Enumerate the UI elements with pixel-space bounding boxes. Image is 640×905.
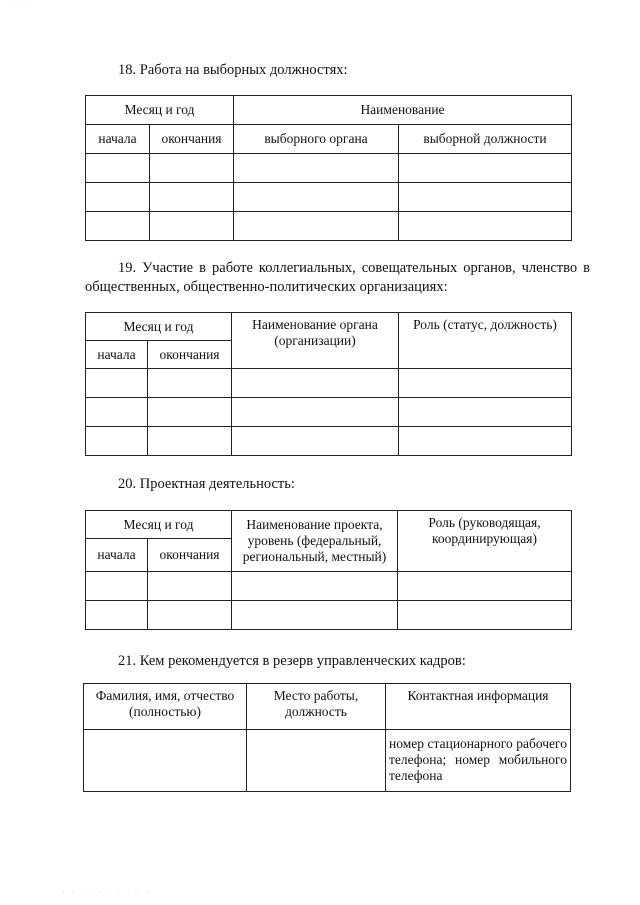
table-cell[interactable]: [86, 398, 148, 427]
table-cell[interactable]: [148, 398, 232, 427]
header-month-year: Месяц и год: [86, 313, 232, 341]
header-naming: Наименование: [234, 96, 572, 125]
table-cell[interactable]: [86, 601, 148, 630]
header-role: Роль (статус, должность): [399, 313, 572, 369]
table-cell[interactable]: [232, 369, 399, 398]
table-cell[interactable]: [148, 369, 232, 398]
table-cell[interactable]: [150, 154, 234, 183]
header-elected-position: выборной должности: [399, 125, 572, 154]
table-cell[interactable]: [148, 427, 232, 456]
table-cell[interactable]: [234, 154, 399, 183]
table-row: [86, 572, 572, 601]
table-row: [86, 212, 572, 241]
table-row: [84, 730, 571, 792]
table-cell[interactable]: [234, 212, 399, 241]
table-cell[interactable]: [399, 427, 572, 456]
table-cell[interactable]: [84, 730, 247, 792]
table-row: [86, 398, 572, 427]
table-cell[interactable]: [247, 730, 386, 792]
table-cell[interactable]: [86, 427, 148, 456]
section-21-table: [83, 683, 571, 792]
table-cell[interactable]: [399, 154, 572, 183]
table-cell[interactable]: [399, 183, 572, 212]
header-start: начала: [86, 539, 148, 572]
header-end: окончания: [150, 125, 234, 154]
table-cell[interactable]: [398, 601, 572, 630]
header-project-name: Наименование проекта, уровень (федеральный, региональный, местный): [232, 511, 398, 572]
header-month-year: Месяц и год: [86, 96, 234, 125]
table-cell[interactable]: [232, 601, 398, 630]
contact-info-value: номер стационарного рабочего телефона; номер мобильного телефона: [386, 730, 571, 792]
header-contact-info: Контактная информация: [386, 684, 571, 730]
header-end: окончания: [148, 539, 232, 572]
table-row: [86, 369, 572, 398]
table-cell[interactable]: [148, 601, 232, 630]
table-cell[interactable]: [86, 369, 148, 398]
section-18-heading: 18. Работа на выборных должностях:: [118, 62, 348, 78]
table-cell[interactable]: [86, 572, 148, 601]
section-19-heading: 19. Участие в работе коллегиальных, совещательных органов, членство в общественных, общественно-политических организациях:: [85, 260, 590, 295]
header-role: Роль (руководящая, координирующая): [398, 511, 572, 572]
header-full-name: Фамилия, имя, отчество (полностью): [84, 684, 247, 730]
scan-artifact-bottom: · · · · · · · · · ·: [62, 887, 151, 897]
table-cell[interactable]: [232, 398, 399, 427]
table-cell[interactable]: [148, 572, 232, 601]
table-cell[interactable]: [232, 572, 398, 601]
table-row: [86, 601, 572, 630]
table-cell[interactable]: [234, 183, 399, 212]
section-20-heading: 20. Проектная деятельность:: [118, 476, 295, 492]
table-cell[interactable]: [150, 212, 234, 241]
section-20-table: [85, 510, 572, 630]
section-21-heading: 21. Кем рекомендуется в резерв управленческих кадров:: [118, 653, 466, 669]
table-row: [86, 427, 572, 456]
table-cell[interactable]: [399, 398, 572, 427]
section-19-table: [85, 312, 572, 456]
header-end: окончания: [148, 341, 232, 369]
table-cell[interactable]: [399, 212, 572, 241]
table-row: [86, 183, 572, 212]
header-organ-name: Наименование органа (организации): [232, 313, 399, 369]
section-18-table: [85, 95, 572, 241]
table-cell[interactable]: [86, 183, 150, 212]
header-start: начала: [86, 341, 148, 369]
table-cell[interactable]: [86, 212, 150, 241]
header-start: начала: [86, 125, 150, 154]
table-cell[interactable]: [86, 154, 150, 183]
table-cell[interactable]: [232, 427, 399, 456]
header-elected-organ: выборного органа: [234, 125, 399, 154]
scan-artifact-top: · · ·: [8, 2, 32, 12]
table-row: [86, 154, 572, 183]
table-cell[interactable]: [150, 183, 234, 212]
header-workplace: Место работы, должность: [247, 684, 386, 730]
table-cell[interactable]: [399, 369, 572, 398]
header-month-year: Месяц и год: [86, 511, 232, 539]
table-cell[interactable]: [398, 572, 572, 601]
